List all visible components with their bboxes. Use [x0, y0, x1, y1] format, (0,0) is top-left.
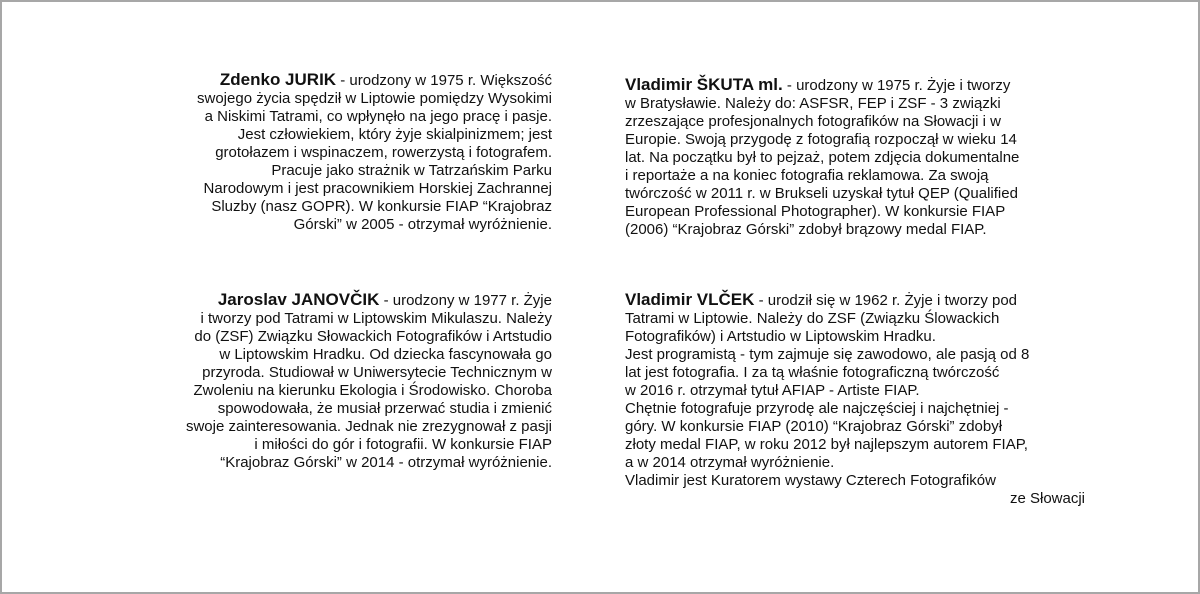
- bio-line: Jest człowiekiem, który żyje skialpinizmem; jest: [237, 126, 552, 143]
- bio-line: “Krajobraz Górski” w 2014 - otrzymał wyróżnienie.: [220, 454, 552, 471]
- bio-line: European Professional Photographer). W konkursie FIAP: [625, 203, 1006, 220]
- bio-line: Zwoleniu na kierunku Ekologia i Środowisko. Choroba: [193, 382, 552, 399]
- bio-line: Sluzby (nasz GOPR). W konkursie FIAP “Krajobraz: [211, 198, 552, 215]
- bio-line: Górski” w 2005 - otrzymał wyróżnienie.: [293, 216, 552, 233]
- photographer-name: Zdenko JURIK: [219, 70, 337, 89]
- bio-line: lat jest fotografia. I za tą właśnie fotograficzną twórczość: [625, 364, 1000, 381]
- bio-line: Europie. Swoją przygodę z fotografią rozpoczął w wieku 14: [625, 131, 1017, 148]
- bio-line: w 2016 r. otrzymał tytuł AFIAP - Artiste FIAP.: [625, 382, 920, 399]
- bio-line: Jaroslav JANOVČIK - urodzony w 1977 r. Żyje: [217, 290, 552, 309]
- bio-line: Tatrami w Liptowie. Należy do ZSF (Związku Ślowackich: [625, 310, 1000, 327]
- bio-line: Pracuje jako strażnik w Tatrzańskim Parku: [271, 162, 552, 179]
- photographer-name: Vladimir VLČEK: [625, 290, 755, 309]
- bio-line: złoty medal FIAP, w roku 2012 był najlepszym autorem FIAP,: [625, 436, 1028, 453]
- bio-vladimir-vlcek: [625, 291, 1085, 508]
- bio-line: Vladimir ŠKUTA ml. - urodzony w 1975 r. Żyje i tworzy: [625, 75, 1011, 94]
- bio-line: a w 2014 otrzymał wyróżnienie.: [625, 454, 835, 471]
- bio-line: ze Słowacji: [1009, 490, 1085, 507]
- bio-line: Chętnie fotografuje przyrodę ale najczęściej i najchętniej -: [625, 400, 1009, 417]
- bio-line: góry. W konkursie FIAP (2010) “Krajobraz Górski” zdobył: [625, 418, 1003, 435]
- bio-jaroslav-janovcik: [112, 291, 552, 472]
- bio-line: Vladimir VLČEK - urodził się w 1962 r. Żyje i tworzy pod: [625, 290, 1018, 309]
- bio-line: i reportaże a na koniec fotografia reklamowa. Za swoją: [625, 167, 989, 184]
- bio-line: grotołazem i wspinaczem, rowerzystą i fotografem.: [215, 144, 552, 161]
- photographer-name: Vladimir ŠKUTA ml.: [625, 75, 783, 94]
- bio-vladimir-skuta: [625, 76, 1085, 239]
- bio-line: twórczość w 2011 r. w Brukseli uzyskał tytuł QEP (Qualified: [625, 185, 1018, 202]
- bio-line: Vladimir jest Kuratorem wystawy Czterech Fotografików: [625, 472, 996, 489]
- bio-line: (2006) “Krajobraz Górski” zdobył brązowy medal FIAP.: [625, 221, 987, 238]
- bio-line: Narodowym i jest pracownikiem Horskiej Zachrannej: [203, 180, 552, 197]
- bio-line: zrzeszające profesjonalnych fotografików na Słowacji i w: [625, 113, 1002, 130]
- bio-line: spowodowała, że musiał przerwać studia i zmienić: [217, 400, 552, 417]
- bio-line: w Liptowskim Hradku. Od dziecka fascynowała go: [219, 346, 552, 363]
- bio-line: a Niskimi Tatrami, co wpłynęło na jego pracę i pasje.: [204, 108, 552, 125]
- bio-line: w Bratysławie. Należy do: ASFSR, FEP i ZSF - 3 związki: [625, 95, 1001, 112]
- bio-line: przyroda. Studiował w Uniwersytecie Technicznym w: [202, 364, 552, 381]
- bio-line: Zdenko JURIK - urodzony w 1975 r. Większość: [219, 70, 552, 89]
- bio-line: Fotografików) i Artstudio w Liptowskim Hradku.: [625, 328, 936, 345]
- bio-line: Jest programistą - tym zajmuje się zawodowo, ale pasją od 8: [625, 346, 1030, 363]
- bio-line: swoje zainteresowania. Jednak nie zrezygnował z pasji: [185, 418, 552, 435]
- bio-line: i tworzy pod Tatrami w Liptowskim Mikulaszu. Należy: [200, 310, 552, 327]
- bio-line: i miłości do gór i fotografii. W konkursie FIAP: [254, 436, 552, 453]
- bio-zdenko-jurik: [122, 71, 552, 234]
- bio-line: swojego życia spędził w Liptowie pomiędzy Wysokimi: [197, 90, 552, 107]
- bio-line: lat. Na początku był to pejzaż, potem zdjęcia dokumentalne: [625, 149, 1020, 166]
- bio-line: do (ZSF) Związku Słowackich Fotografików i Artstudio: [194, 328, 552, 345]
- photographer-name: Jaroslav JANOVČIK: [217, 290, 380, 309]
